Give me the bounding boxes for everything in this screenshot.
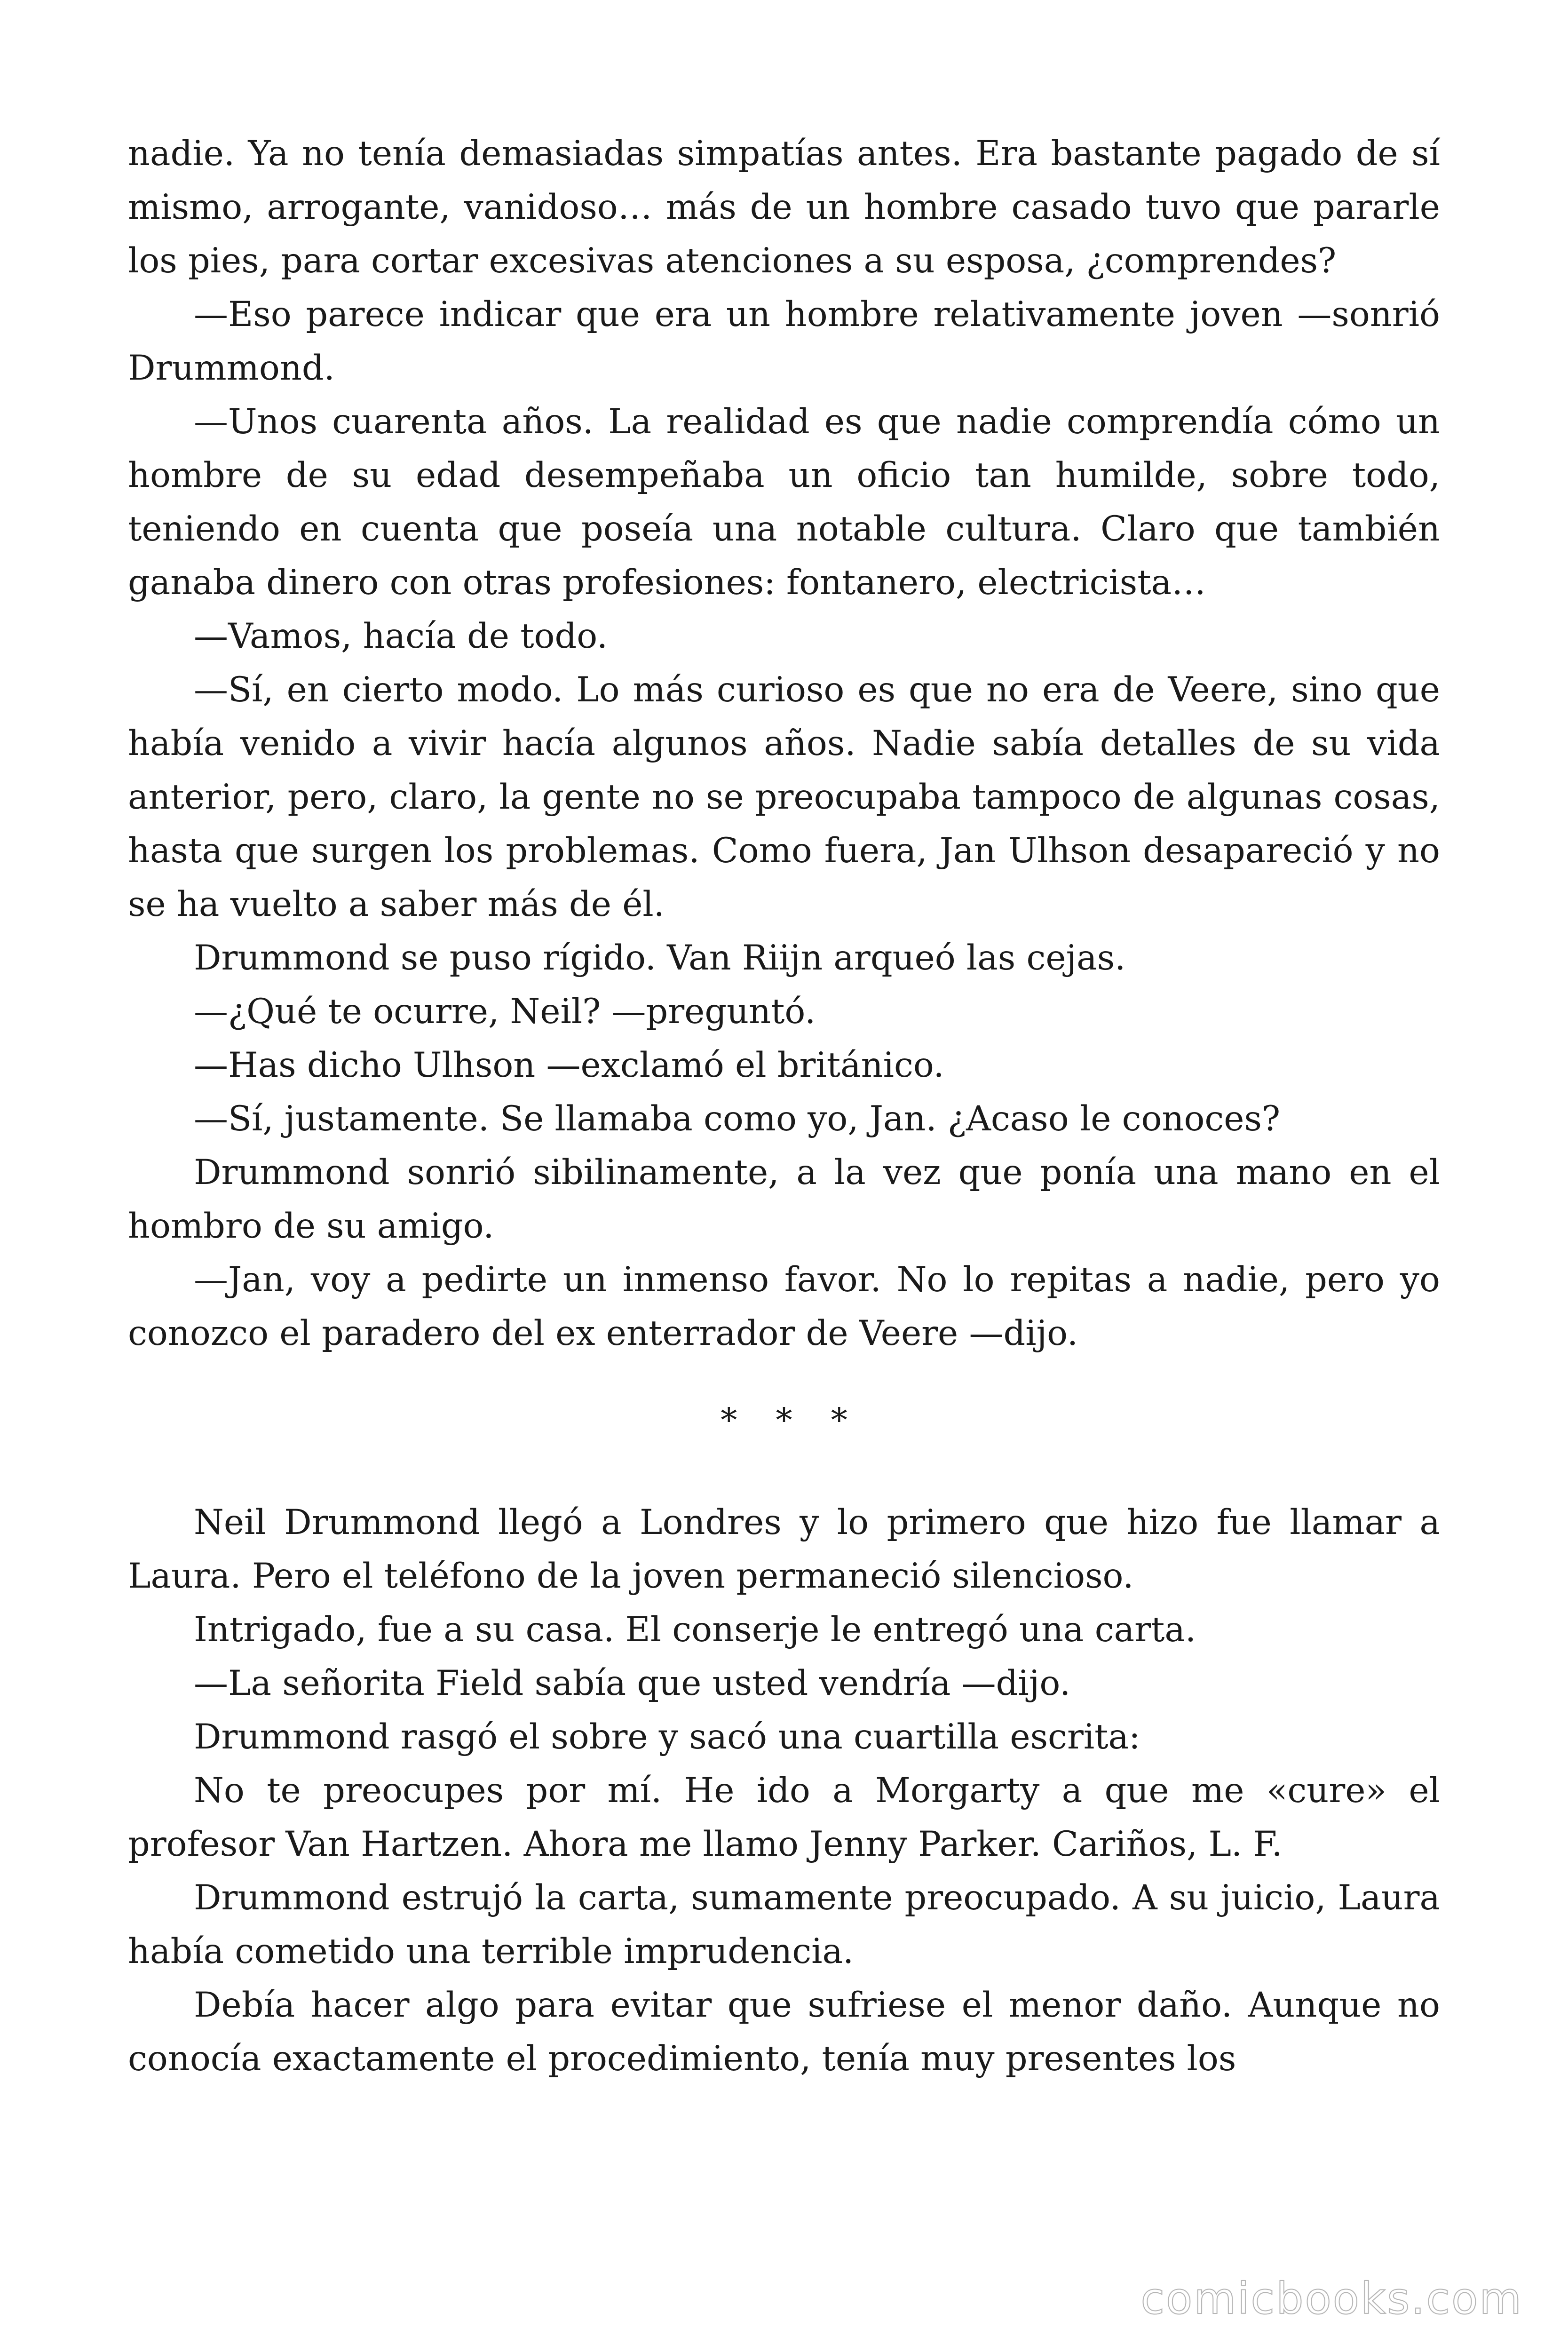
paragraph: No te preocupes por mí. He ido a Morgarty a que me «cure» el profesor Van Hartzen. Ahora me llamo Jenny Parker. Cariños, L. F. [128,1771,1440,1864]
paragraph: —Unos cuarenta años. La realidad es que nadie comprendía cómo un hombre de su edad desempeñaba un oficio tan humilde, sobre todo, teniendo en cuenta que poseía una notable cultura. Claro que también ganaba dinero con otras profesiones: fontanero, electricista… [128,402,1440,603]
paragraph: —Has dicho Ulhson —exclamó el británico. [194,1045,944,1085]
scene-break: * * * [721,1401,862,1439]
paragraph: —Jan, voy a pedirte un inmenso favor. No lo repitas a nadie, pero yo conozco el paradero del ex enterrador de Veere —dijo. [128,1260,1440,1353]
paragraph: —La señorita Field sabía que usted vendría —dijo. [194,1663,1071,1703]
paragraph: —Eso parece indicar que era un hombre relativamente joven —sonrió Drummond. [128,294,1440,388]
paragraph: —¿Qué te ocurre, Neil? —preguntó. [194,992,816,1032]
paragraph: —Sí, en cierto modo. Lo más curioso es que no era de Veere, sino que había venido a vivir hacía algunos años. Nadie sabía detalles de su vida anterior, pero, claro, la gente no se preocupaba tampoco de algunas cosas, hasta que surgen los problemas. Como fuera, Jan Ulhson desapareció y no se ha vuelto a saber más de él. [128,670,1440,924]
page-text-body [128,127,1440,2086]
watermark: comicbooks.com [1140,2273,1523,2324]
paragraph: Neil Drummond llegó a Londres y lo primero que hizo fue llamar a Laura. Pero el teléfono de la joven permaneció silencioso. [128,1502,1440,1596]
paragraph: —Vamos, hacía de todo. [194,616,608,656]
paragraph: nadie. Ya no tenía demasiadas simpatías antes. Era bastante pagado de sí mismo, arrogante, vanidoso… más de un hombre casado tuvo que pararle los pies, para cortar excesivas atenciones a su esposa, ¿comprendes? [128,134,1440,281]
paragraph: Debía hacer algo para evitar que sufriese el menor daño. Aunque no conocía exactamente el procedimiento, tenía muy presentes los [128,1985,1440,2079]
paragraph: Drummond estrujó la carta, sumamente preocupado. A su juicio, Laura había cometido una terrible imprudencia. [128,1878,1440,1971]
paragraph: Drummond se puso rígido. Van Riijn arqueó las cejas. [194,938,1126,978]
paragraph: —Sí, justamente. Se llamaba como yo, Jan. ¿Acaso le conoces? [194,1099,1281,1139]
paragraph: Drummond rasgó el sobre y sacó una cuartilla escrita: [194,1717,1140,1757]
paragraph: Intrigado, fue a su casa. El conserje le entregó una carta. [194,1610,1196,1650]
paragraph: Drummond sonrió sibilinamente, a la vez que ponía una mano en el hombro de su amigo. [128,1152,1440,1246]
